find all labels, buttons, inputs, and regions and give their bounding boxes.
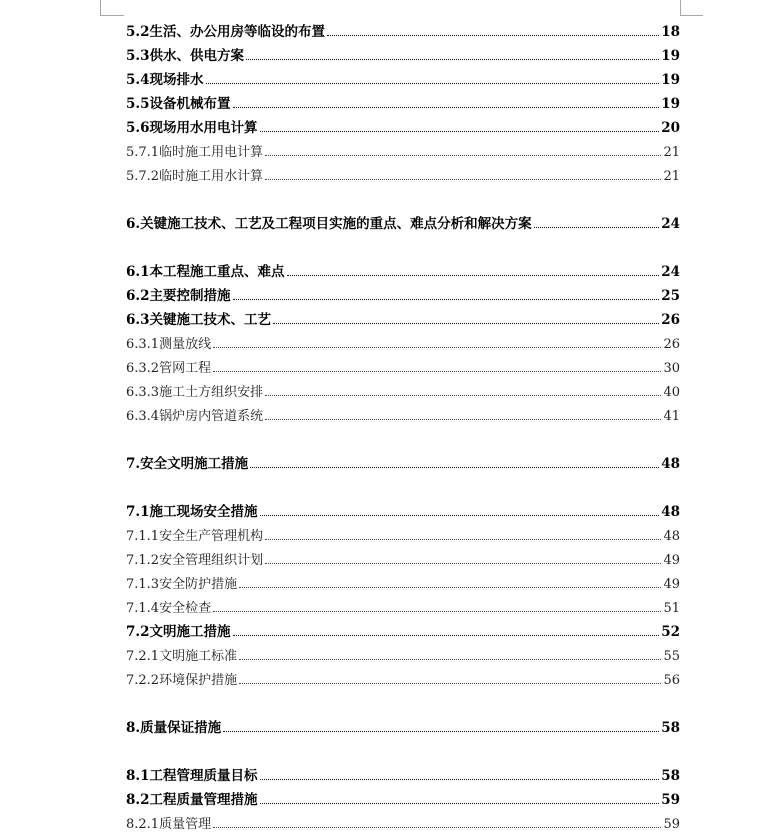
toc-entry-page: 49 xyxy=(663,553,680,568)
toc-entry-title: 6.3.1测量放线 xyxy=(126,337,212,352)
toc-entry[interactable] xyxy=(126,68,680,88)
toc-entry[interactable] xyxy=(126,644,680,664)
toc-entry-title: 7.2文明施工措施 xyxy=(126,624,231,640)
toc-entry-page: 58 xyxy=(661,768,680,784)
toc-entry-title: 7.1.1安全生产管理机构 xyxy=(126,529,264,544)
toc-entry[interactable] xyxy=(126,716,680,736)
toc-entry-title: 6.3.3施工土方组织安排 xyxy=(126,385,264,400)
dot-leader xyxy=(265,538,661,540)
toc-entry[interactable] xyxy=(126,764,680,784)
dot-leader xyxy=(265,394,661,396)
toc-entry[interactable] xyxy=(126,44,680,64)
toc-entry-page: 21 xyxy=(663,169,680,184)
toc-entry-page: 21 xyxy=(663,145,680,160)
toc-entry[interactable] xyxy=(126,20,680,40)
dot-leader xyxy=(265,562,661,564)
toc-entry-page: 20 xyxy=(661,120,680,136)
toc-entry-title: 6.关键施工技术、工艺及工程项目实施的重点、难点分析和解决方案 xyxy=(126,216,532,232)
toc-entry-page: 59 xyxy=(661,792,680,808)
toc-entry-page: 48 xyxy=(661,504,680,520)
toc-entry[interactable] xyxy=(126,620,680,640)
dot-leader xyxy=(239,586,661,588)
toc-entry-title: 7.1施工现场安全措施 xyxy=(126,504,258,520)
toc-entry-page: 40 xyxy=(663,385,680,400)
dot-leader xyxy=(213,370,661,372)
toc-entry-title: 5.5设备机械布置 xyxy=(126,96,231,112)
toc-entry-page: 25 xyxy=(661,288,680,304)
dot-leader xyxy=(233,298,660,300)
toc-entry-page: 59 xyxy=(663,817,680,832)
toc-entry-page: 49 xyxy=(663,577,680,592)
dot-leader xyxy=(233,634,660,636)
dot-leader xyxy=(273,322,659,324)
dot-leader xyxy=(213,610,661,612)
toc-entry-title: 5.7.2临时施工用水计算 xyxy=(126,169,264,184)
toc-entry-page: 58 xyxy=(661,720,680,736)
toc-entry[interactable] xyxy=(126,212,680,232)
toc-entry[interactable] xyxy=(126,308,680,328)
toc-entry[interactable] xyxy=(126,452,680,472)
dot-leader xyxy=(223,730,659,732)
dot-leader xyxy=(265,178,661,180)
toc-entry[interactable] xyxy=(126,404,680,424)
dot-leader xyxy=(327,34,659,36)
toc-entry-title: 6.2主要控制措施 xyxy=(126,288,231,304)
toc-entry-title: 7.1.3安全防护措施 xyxy=(126,577,238,592)
toc-entry-title: 7.1.2安全管理组织计划 xyxy=(126,553,264,568)
toc-entry[interactable] xyxy=(126,332,680,352)
toc-entry-title: 7.2.2环境保护措施 xyxy=(126,673,238,688)
toc-entry-title: 6.1本工程施工重点、难点 xyxy=(126,264,285,280)
dot-leader xyxy=(265,418,661,420)
toc-entry-page: 30 xyxy=(663,361,680,376)
toc-entry[interactable] xyxy=(126,596,680,616)
dot-leader xyxy=(239,658,661,660)
toc-entry-title: 8.2.1质量管理 xyxy=(126,817,212,832)
toc-entry-page: 24 xyxy=(661,216,680,232)
dot-leader xyxy=(213,346,661,348)
toc-entry-page: 24 xyxy=(661,264,680,280)
toc-entry-title: 5.4现场排水 xyxy=(126,72,204,88)
toc-entry[interactable] xyxy=(126,812,680,832)
toc-entry-page: 19 xyxy=(661,96,680,112)
dot-leader xyxy=(239,682,661,684)
dot-leader xyxy=(534,226,660,228)
toc-entry-title: 7.1.4安全检查 xyxy=(126,601,212,616)
toc-entry-title: 7.安全文明施工措施 xyxy=(126,456,249,472)
dot-leader xyxy=(287,274,660,276)
toc-entry-page: 41 xyxy=(663,409,680,424)
toc-entry-page: 51 xyxy=(663,601,680,616)
dot-leader xyxy=(246,58,659,60)
toc-entry[interactable] xyxy=(126,260,680,280)
dot-leader xyxy=(206,82,660,84)
toc-entry-title: 6.3.2管网工程 xyxy=(126,361,212,376)
toc-entry-page: 18 xyxy=(661,24,680,40)
toc-entry-title: 5.2生活、办公用房等临设的布置 xyxy=(126,24,325,40)
toc-entry-page: 55 xyxy=(663,649,680,664)
dot-leader xyxy=(260,514,660,516)
dot-leader xyxy=(213,826,661,828)
toc-entry[interactable] xyxy=(126,356,680,376)
dot-leader xyxy=(260,778,660,780)
toc-entry-title: 5.3供水、供电方案 xyxy=(126,48,244,64)
toc-entry-page: 26 xyxy=(661,312,680,328)
dot-leader xyxy=(260,802,660,804)
toc-entry[interactable] xyxy=(126,140,680,160)
toc-entry-title: 8.质量保证措施 xyxy=(126,720,222,736)
toc-entry-page: 19 xyxy=(661,72,680,88)
toc-entry-title: 5.7.1临时施工用电计算 xyxy=(126,145,264,160)
toc-entry-title: 8.2工程质量管理措施 xyxy=(126,792,258,808)
toc-entry-title: 5.6现场用水用电计算 xyxy=(126,120,258,136)
dot-leader xyxy=(265,154,661,156)
toc-entry[interactable] xyxy=(126,572,680,592)
toc-entry[interactable] xyxy=(126,164,680,184)
toc-entry-title: 8.1工程管理质量目标 xyxy=(126,768,258,784)
toc-entry[interactable] xyxy=(126,116,680,136)
toc-entry[interactable] xyxy=(126,284,680,304)
toc-entry-title: 6.3关键施工技术、工艺 xyxy=(126,312,271,328)
dot-leader xyxy=(233,106,660,108)
dot-leader xyxy=(250,466,659,468)
toc-entry[interactable] xyxy=(126,92,680,112)
toc-entry[interactable] xyxy=(126,788,680,808)
toc-entry[interactable] xyxy=(126,524,680,544)
toc-entry[interactable] xyxy=(126,548,680,568)
toc-entry-page: 56 xyxy=(663,673,680,688)
toc-entry-page: 48 xyxy=(661,456,680,472)
toc-entry-page: 19 xyxy=(661,48,680,64)
toc-entry-page: 52 xyxy=(661,624,680,640)
dot-leader xyxy=(260,130,660,132)
toc-entry-title: 6.3.4锅炉房内管道系统 xyxy=(126,409,264,424)
toc-entry-page: 26 xyxy=(663,337,680,352)
toc-entry-page: 48 xyxy=(663,529,680,544)
toc-entry[interactable] xyxy=(126,668,680,688)
toc-entry[interactable] xyxy=(126,500,680,520)
toc-entry[interactable] xyxy=(126,380,680,400)
toc-entry-title: 7.2.1文明施工标准 xyxy=(126,649,238,664)
